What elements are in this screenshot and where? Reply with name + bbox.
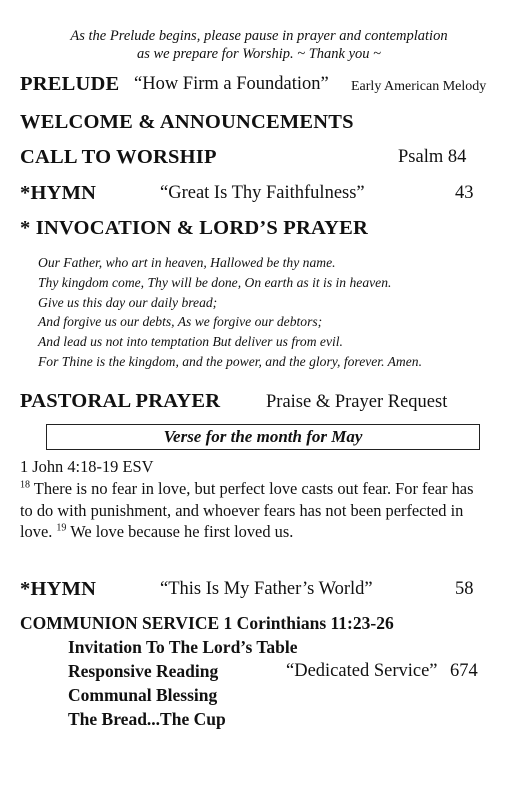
intro-line-2: as we prepare for Worship. ~ Thank you ~ <box>136 46 382 62</box>
verse-part: There is no fear in love, but perfect love casts out fear. For fear has to do with punishment, and whoever fears has not been perfected in love. <box>20 479 474 541</box>
prayer-line: Thy kingdom come, Thy will be done, On earth as it is in heaven. <box>38 274 392 290</box>
prayer-line: Our Father, who art in heaven, Hallowed be thy name. <box>38 255 336 270</box>
prayer-line: Give us this day our daily bread; <box>38 294 218 310</box>
verse-box-title: Verse for the month for May <box>163 427 363 446</box>
communion-item: The Bread...The Cup <box>68 709 226 729</box>
reading-number: 674 <box>450 661 478 681</box>
communion-item: Invitation To The Lord’s Table <box>68 637 298 657</box>
hymn-2-title: “This Is My Father’s World” <box>160 579 373 599</box>
verse-part: We love because he first loved us. <box>66 522 294 541</box>
welcome-heading: WELCOME & ANNOUNCEMENTS <box>20 111 354 133</box>
verse-text <box>20 478 490 543</box>
call-to-worship-heading: CALL TO WORSHIP <box>20 146 217 168</box>
invocation-heading: * INVOCATION & LORD’S PRAYER <box>20 217 369 239</box>
hymn-1-number: 43 <box>455 183 474 203</box>
verse-number: 18 <box>20 479 30 491</box>
prelude-note: Early American Melody <box>351 79 487 94</box>
pastoral-prayer-note: Praise & Prayer Request <box>266 392 448 412</box>
hymn-1-title: “Great Is Thy Faithfulness” <box>160 183 365 203</box>
verse-number: 19 <box>56 522 67 534</box>
prelude-title: “How Firm a Foundation” <box>134 74 329 94</box>
intro-line-1: As the Prelude begins, please pause in prayer and contemplation <box>70 28 448 44</box>
hymn-1-heading: *HYMN <box>20 182 97 204</box>
call-to-worship-ref: Psalm 84 <box>398 147 467 167</box>
communion-item: Responsive Reading <box>68 661 219 681</box>
prayer-line: For Thine is the kingdom, and the power, and the glory, forever. Amen. <box>38 353 422 369</box>
pastoral-prayer-heading: PASTORAL PRAYER <box>20 390 221 412</box>
prayer-line: And lead us not into temptation But deliver us from evil. <box>38 334 343 350</box>
lords-prayer <box>38 253 422 372</box>
reading-title: “Dedicated Service” <box>286 661 438 681</box>
hymn-2-heading: *HYMN <box>20 578 97 600</box>
hymn-2-number: 58 <box>455 579 474 599</box>
prelude-heading: PRELUDE <box>20 73 120 95</box>
communion-item: Communal Blessing <box>68 685 218 705</box>
verse-reference: 1 John 4:18-19 ESV <box>20 457 154 476</box>
communion-heading: COMMUNION SERVICE 1 Corinthians 11:23-26 <box>20 613 394 633</box>
prayer-line: And forgive us our debts, As we forgive our debtors; <box>38 314 323 330</box>
